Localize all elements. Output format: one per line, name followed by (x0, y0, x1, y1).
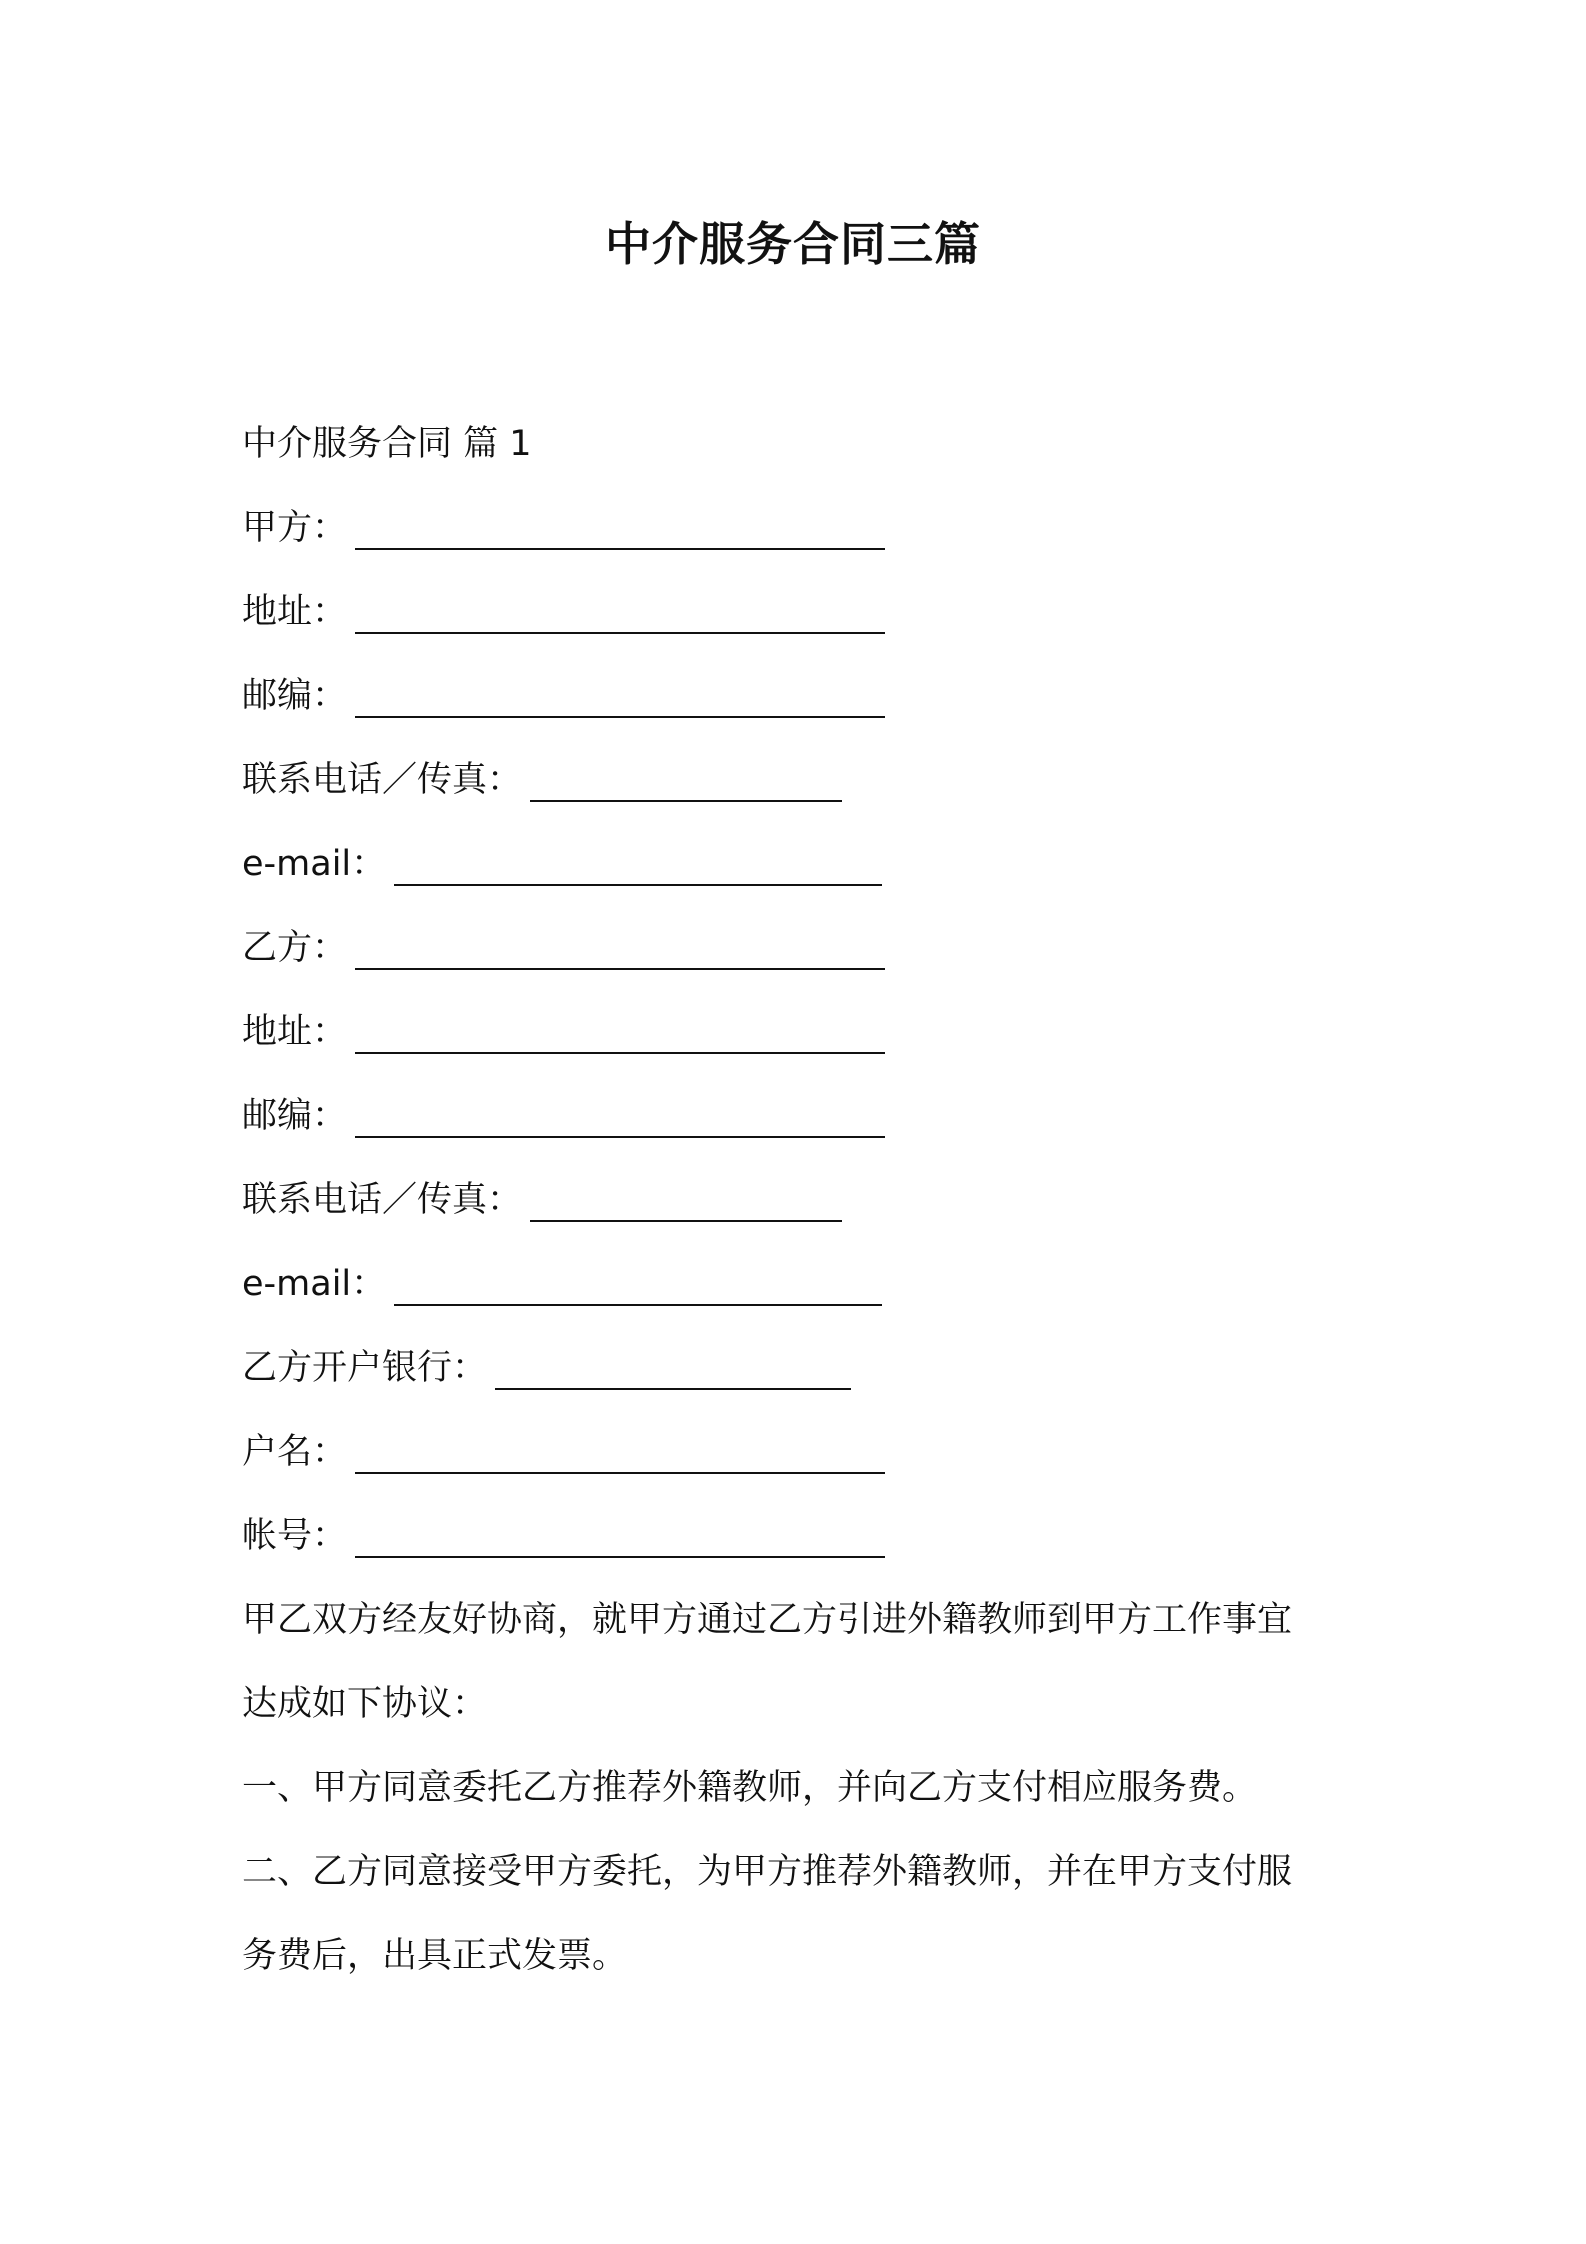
party-a-postcode-field (242, 654, 1362, 738)
party-b-name-field (242, 906, 1362, 990)
party-b-email-blank (394, 1260, 882, 1306)
party-b-address-blank (355, 1008, 885, 1054)
paragraph-line: 二、乙方同意接受甲方委托，为甲方推荐外籍教师，并在甲方支付服 (242, 1852, 1293, 1892)
party-b-phone-fax-label: 联系电话／传真： (242, 1180, 523, 1220)
party-b-bank-field (242, 1326, 1362, 1410)
party-a-name-field (242, 486, 1362, 570)
party-b-postcode-blank (355, 1092, 885, 1138)
party-a-postcode-blank (355, 672, 885, 718)
paragraph-line: 务费后，出具正式发票。 (242, 1936, 628, 1976)
paragraph-line: 达成如下协议： (242, 1684, 488, 1724)
party-a-address-blank (355, 588, 885, 634)
party-b-account-name-blank (355, 1428, 885, 1474)
party-b-account-number-label: 帐号： (242, 1516, 348, 1556)
party-a-phone-fax-label: 联系电话／传真： (242, 760, 523, 800)
party-a-email-label: e-mail： (242, 844, 387, 884)
party-a-name-blank (355, 504, 885, 550)
document-body (242, 402, 1362, 1998)
party-b-account-number-field (242, 1494, 1362, 1578)
paragraph-line: 一、甲方同意委托乙方推荐外籍教师，并向乙方支付相应服务费。 (242, 1768, 1258, 1808)
paragraph-line: 甲乙双方经友好协商，就甲方通过乙方引进外籍教师到甲方工作事宜 (242, 1600, 1293, 1640)
party-b-email-field (242, 1242, 1362, 1326)
party-b-account-number-blank (355, 1512, 885, 1558)
party-a-email-blank (394, 840, 882, 886)
party-a-phone-fax-blank (530, 756, 842, 802)
document-title: 中介服务合同三篇 (605, 217, 981, 271)
party-a-postcode-label: 邮编： (242, 676, 348, 716)
party-a-address-field (242, 570, 1362, 654)
party-b-account-name-field (242, 1410, 1362, 1494)
party-b-bank-blank (495, 1344, 851, 1390)
section-heading: 中介服务合同 篇 1 (242, 424, 532, 464)
party-b-phone-fax-field (242, 1158, 1362, 1242)
party-b-name-blank (355, 924, 885, 970)
party-a-phone-fax-field (242, 738, 1362, 822)
party-a-address-label: 地址： (242, 592, 348, 632)
party-b-phone-fax-blank (530, 1176, 842, 1222)
party-b-postcode-field (242, 1074, 1362, 1158)
party-b-email-label: e-mail： (242, 1264, 387, 1304)
party-b-address-field (242, 990, 1362, 1074)
party-b-name-label: 乙方： (242, 928, 348, 968)
party-b-account-name-label: 户名： (242, 1432, 348, 1472)
party-b-bank-label: 乙方开户银行： (242, 1348, 488, 1388)
party-a-name-label: 甲方： (242, 508, 348, 548)
party-b-postcode-label: 邮编： (242, 1096, 348, 1136)
party-a-email-field (242, 822, 1362, 906)
party-b-address-label: 地址： (242, 1012, 348, 1052)
